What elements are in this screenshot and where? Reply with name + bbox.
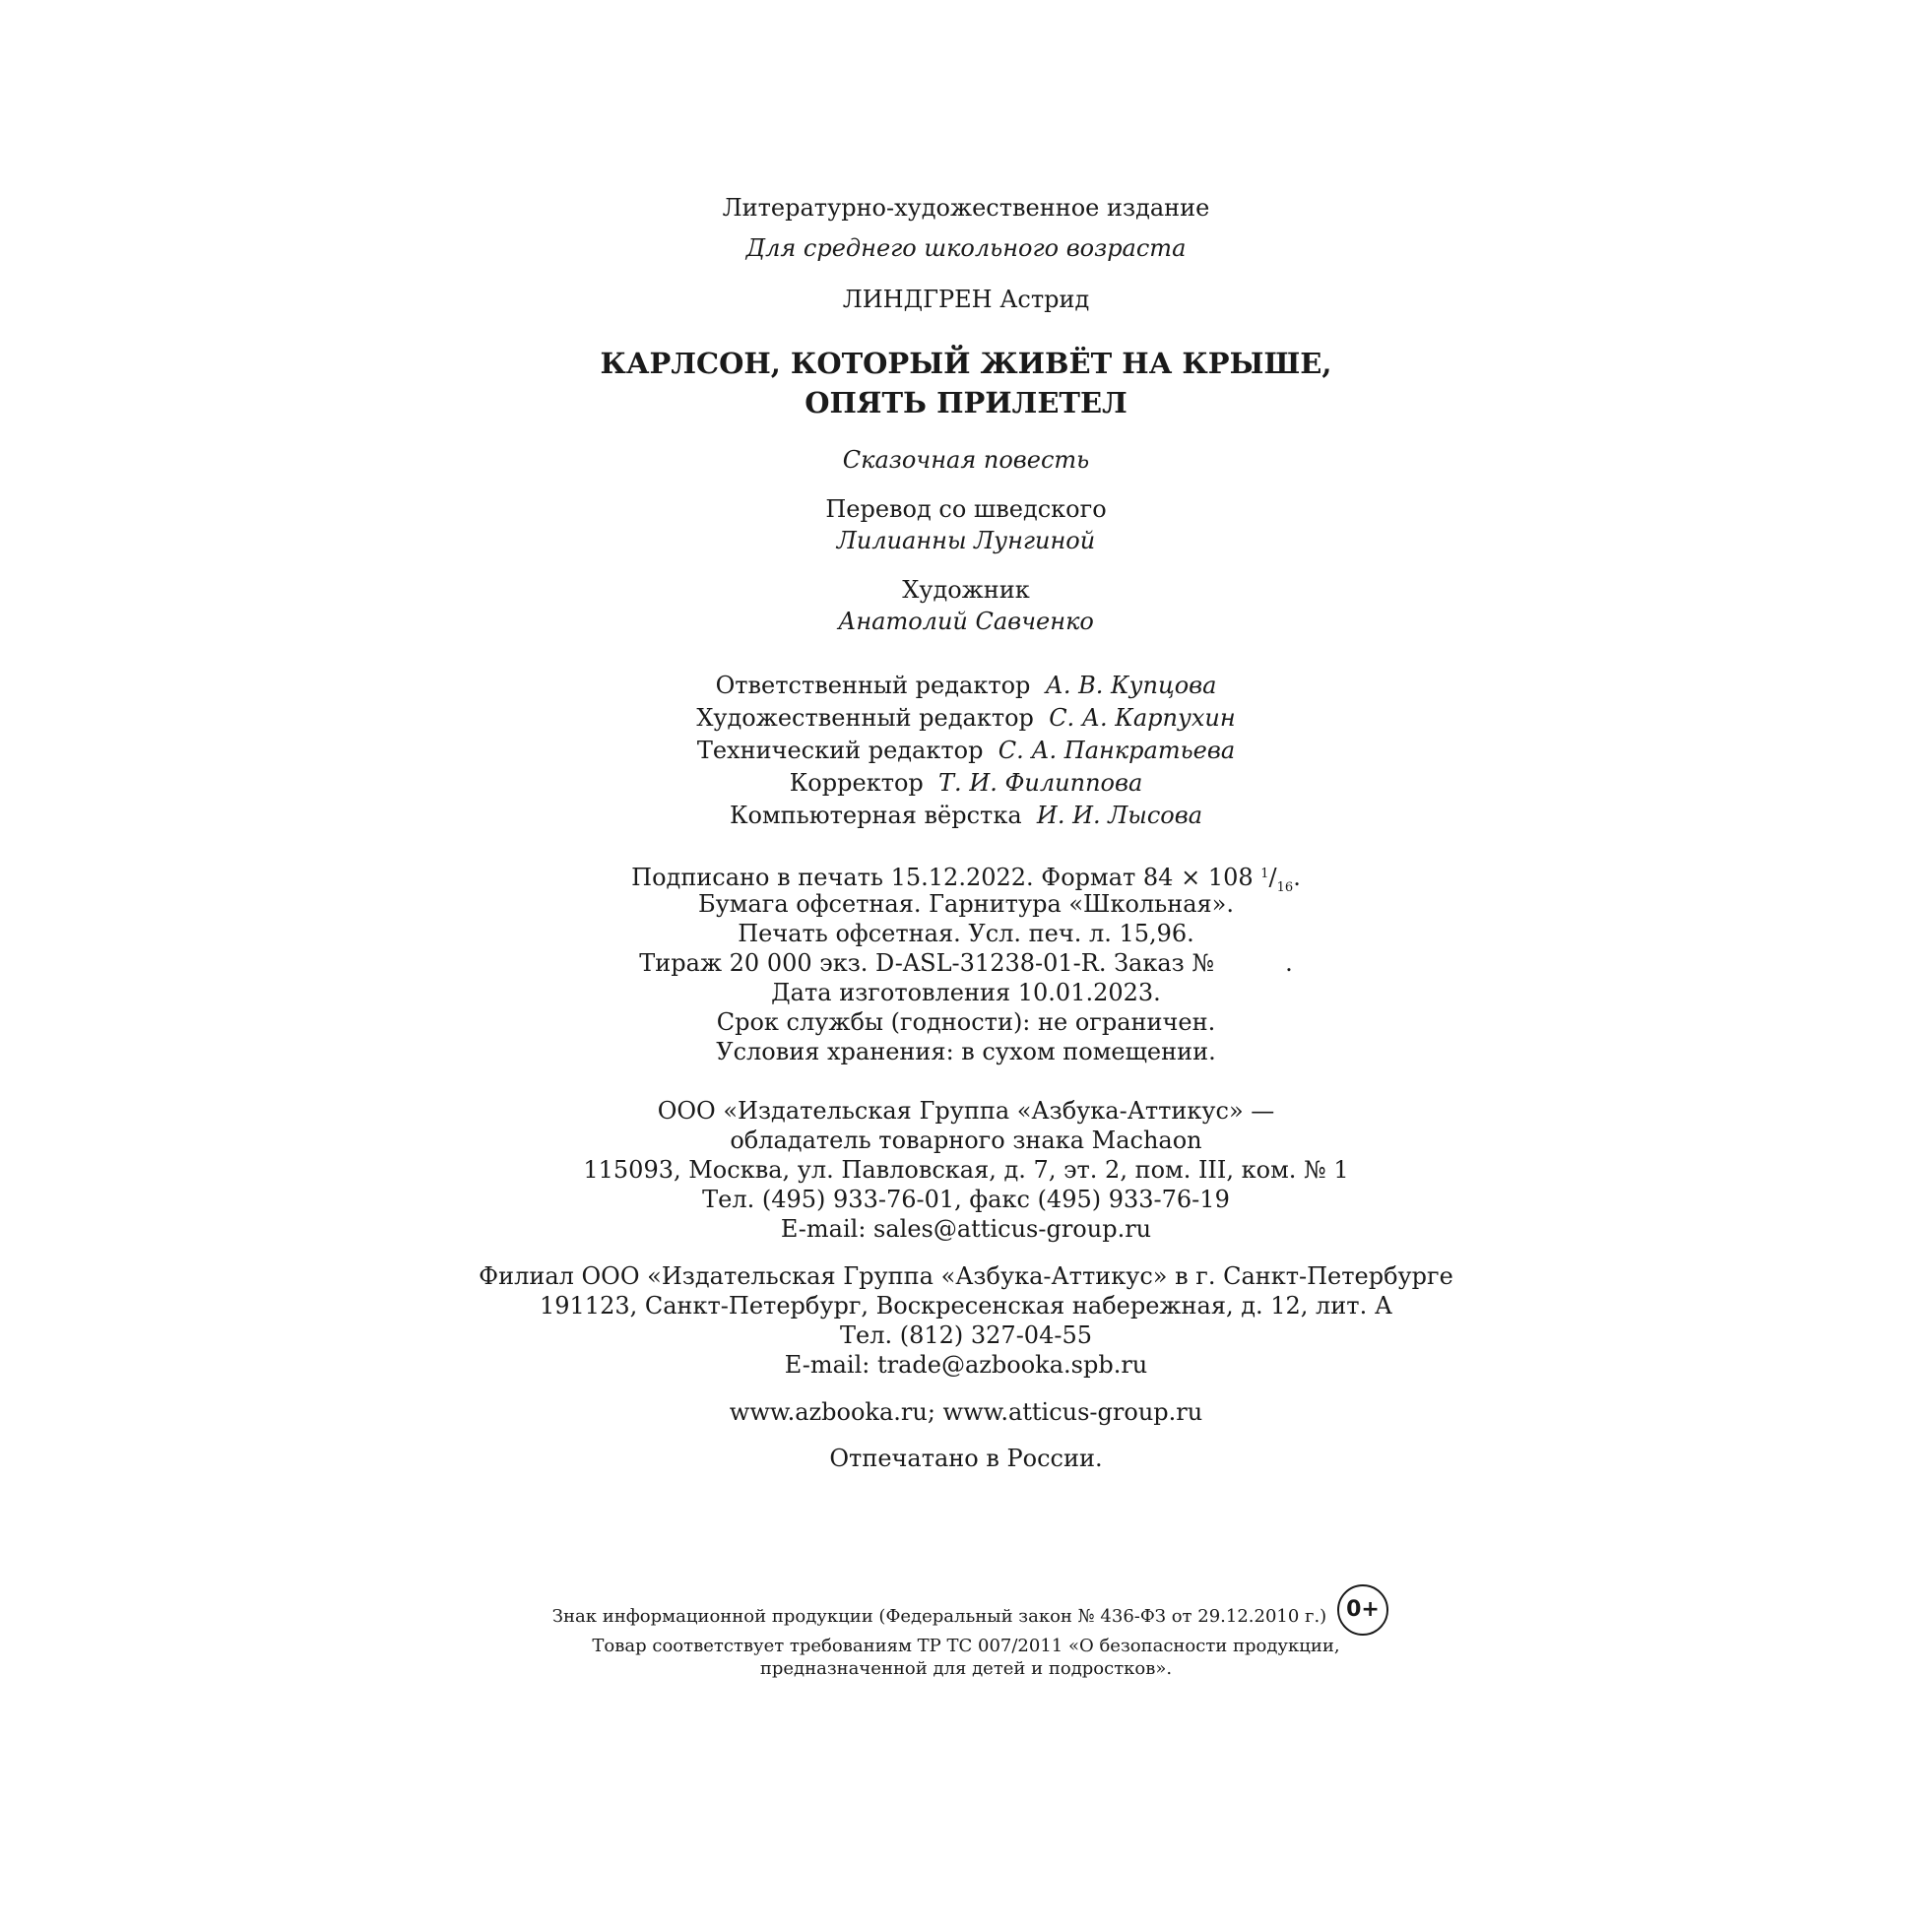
publisher-phone: Тел. (495) 933-76-01, факс (495) 933-76-19 (702, 1186, 1230, 1213)
credit-line (0, 736, 1932, 765)
age-rating-badge: 0+ (1337, 1584, 1388, 1636)
credit-name: С. А. Карпухин (1049, 704, 1236, 732)
credit-role: Ответственный редактор (715, 672, 1031, 699)
printed-in: Отпечатано в России. (829, 1445, 1103, 1472)
genre: Сказочная повесть (842, 446, 1090, 474)
credit-role: Корректор (789, 769, 924, 797)
credit-name: И. И. Лысова (1036, 802, 1203, 829)
format-period: . (1293, 864, 1301, 891)
print-signed-format: Подписано в печать 15.12.2022. Формат 84 × 108 (631, 864, 1254, 891)
print-run-order: Тираж 20 000 экз. D-ASL-31238-01-R. Заказ № (639, 949, 1215, 977)
publisher-address: 115093, Москва, ул. Павловская, д. 7, эт. 2, пом. III, ком. № 1 (583, 1156, 1349, 1184)
translation-label: Перевод со шведского (825, 495, 1107, 523)
branch-line1: Филиал ООО «Издательская Группа «Азбука-Аттикус» в г. Санкт-Петербурге (479, 1262, 1453, 1290)
format-numerator: 1 (1260, 867, 1269, 881)
translator-name: Лилианны Лунгиной (836, 527, 1096, 554)
credit-role: Технический редактор (696, 737, 984, 764)
credit-line (0, 671, 1932, 700)
print-info-line7: Условия хранения: в сухом помещении. (716, 1038, 1216, 1065)
edition-type: Литературно-художественное издание (722, 194, 1210, 222)
branch-email: E-mail: trade@azbooka.spb.ru (784, 1351, 1148, 1379)
credit-name: С. А. Панкратьева (998, 737, 1236, 764)
order-period: . (1285, 949, 1293, 977)
print-info-line5: Дата изготовления 10.01.2023. (771, 979, 1161, 1006)
book-title-line1: КАРЛСОН, КОТОРЫЙ ЖИВЁТ НА КРЫШЕ, (600, 347, 1332, 380)
info-sign-text: Знак информационной продукции (Федеральный закон № 436-ФЗ от 29.12.2010 г.) (551, 1606, 1327, 1627)
print-info-line3: Печать офсетная. Усл. печ. л. 15,96. (738, 920, 1194, 947)
compliance-line1: Товар соответствует требованиям ТР ТС 007/2011 «О безопасности продукции, (592, 1636, 1340, 1656)
credit-line (0, 703, 1932, 733)
book-title-line2: ОПЯТЬ ПРИЛЕТЕЛ (805, 386, 1127, 419)
publisher-email: E-mail: sales@atticus-group.ru (780, 1215, 1152, 1243)
compliance-line2: предназначенной для детей и подростков». (759, 1658, 1173, 1679)
branch-phone: Тел. (812) 327-04-55 (840, 1321, 1092, 1349)
audience: Для среднего школьного возраста (745, 234, 1187, 262)
format-denominator: 16 (1276, 880, 1294, 895)
publisher-line1: ООО «Издательская Группа «Азбука-Аттикус» — (657, 1097, 1275, 1125)
credit-line (0, 801, 1932, 830)
print-info-line4 (0, 948, 1932, 978)
credit-role: Компьютерная вёрстка (729, 802, 1022, 829)
illustrator-name: Анатолий Савченко (838, 608, 1094, 635)
credit-role: Художественный редактор (696, 704, 1034, 732)
credit-name: Т. И. Филиппова (938, 769, 1143, 797)
illustrator-label: Художник (902, 576, 1030, 604)
format-slash: / (1268, 864, 1277, 891)
credit-line (0, 768, 1932, 798)
publisher-line2: обладатель товарного знака Machaon (730, 1127, 1202, 1154)
credit-name: А. В. Купцова (1045, 672, 1217, 699)
branch-address: 191123, Санкт-Петербург, Воскресенская набережная, д. 12, лит. А (539, 1292, 1392, 1320)
author: ЛИНДГРЕН Астрид (842, 286, 1090, 313)
print-info-line2: Бумага офсетная. Гарнитура «Школьная». (698, 890, 1234, 918)
websites: www.azbooka.ru; www.atticus-group.ru (729, 1398, 1203, 1426)
print-info-line6: Срок службы (годности): не ограничен. (716, 1008, 1216, 1036)
